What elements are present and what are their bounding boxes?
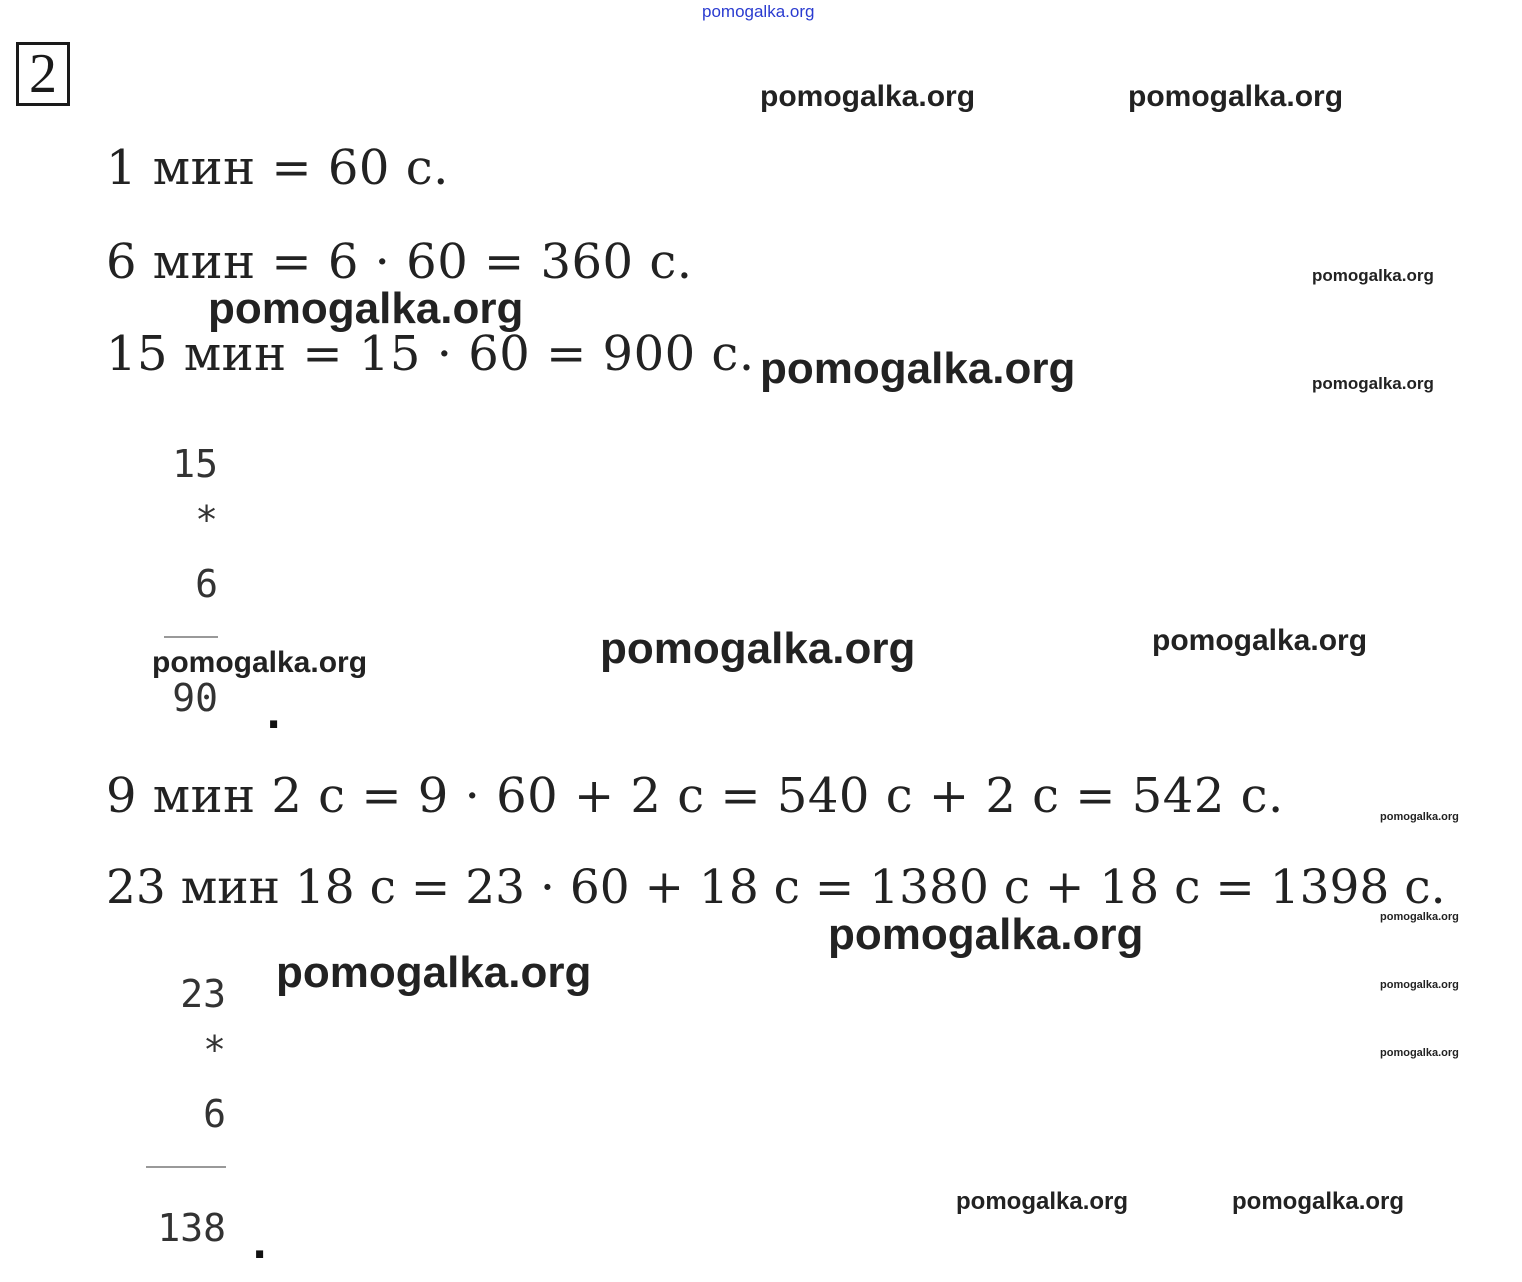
watermark: pomogalka.org	[1232, 1188, 1405, 1215]
watermark: pomogalka.org	[1312, 266, 1434, 285]
equation-2: 6 мин = 6 · 60 = 360 с.	[106, 234, 693, 290]
column-2-dot: .	[252, 1222, 268, 1268]
column-1-top: 15	[172, 442, 218, 486]
watermark: pomogalka.org	[276, 948, 592, 997]
watermark: pomogalka.org	[1128, 80, 1344, 113]
column-2-line	[146, 1166, 226, 1168]
watermark: pomogalka.org	[1380, 979, 1459, 991]
equation-1: 1 мин = 60 с.	[106, 140, 449, 196]
watermark: pomogalka.org	[1152, 624, 1368, 657]
watermark: pomogalka.org	[828, 910, 1144, 959]
watermark: pomogalka.org	[208, 284, 524, 333]
watermark: pomogalka.org	[1312, 374, 1434, 393]
watermark: pomogalka.org	[600, 624, 916, 673]
column-2-operator: *	[203, 1028, 226, 1072]
column-2-bottom: 6	[203, 1092, 226, 1136]
column-1-line	[164, 636, 218, 638]
watermark: pomogalka.org	[956, 1188, 1129, 1215]
equation-5: 23 мин 18 с = 23 · 60 + 18 с = 1380 с + 18 с = 1398 с.	[106, 860, 1446, 915]
column-2-result: 138	[157, 1206, 226, 1250]
watermark: pomogalka.org	[152, 646, 368, 679]
watermark: pomogalka.org	[1380, 911, 1459, 923]
column-1-bottom: 6	[195, 562, 218, 606]
equation-3: 15 мин = 15 · 60 = 900 с.	[106, 326, 755, 382]
column-1-operator: *	[195, 498, 218, 542]
watermark: pomogalka.org	[1380, 811, 1459, 823]
equation-4: 9 мин 2 с = 9 · 60 + 2 с = 540 с + 2 с = 542 с.	[106, 768, 1284, 824]
column-1-dot: .	[266, 692, 282, 738]
watermark-top: pomogalka.org	[702, 2, 815, 21]
column-1-result: 90	[172, 676, 218, 720]
task-number-box: 2	[16, 42, 70, 106]
watermark: pomogalka.org	[1380, 1047, 1459, 1059]
watermark: pomogalka.org	[760, 344, 1076, 393]
column-2-top: 23	[180, 972, 226, 1016]
watermark: pomogalka.org	[760, 80, 976, 113]
